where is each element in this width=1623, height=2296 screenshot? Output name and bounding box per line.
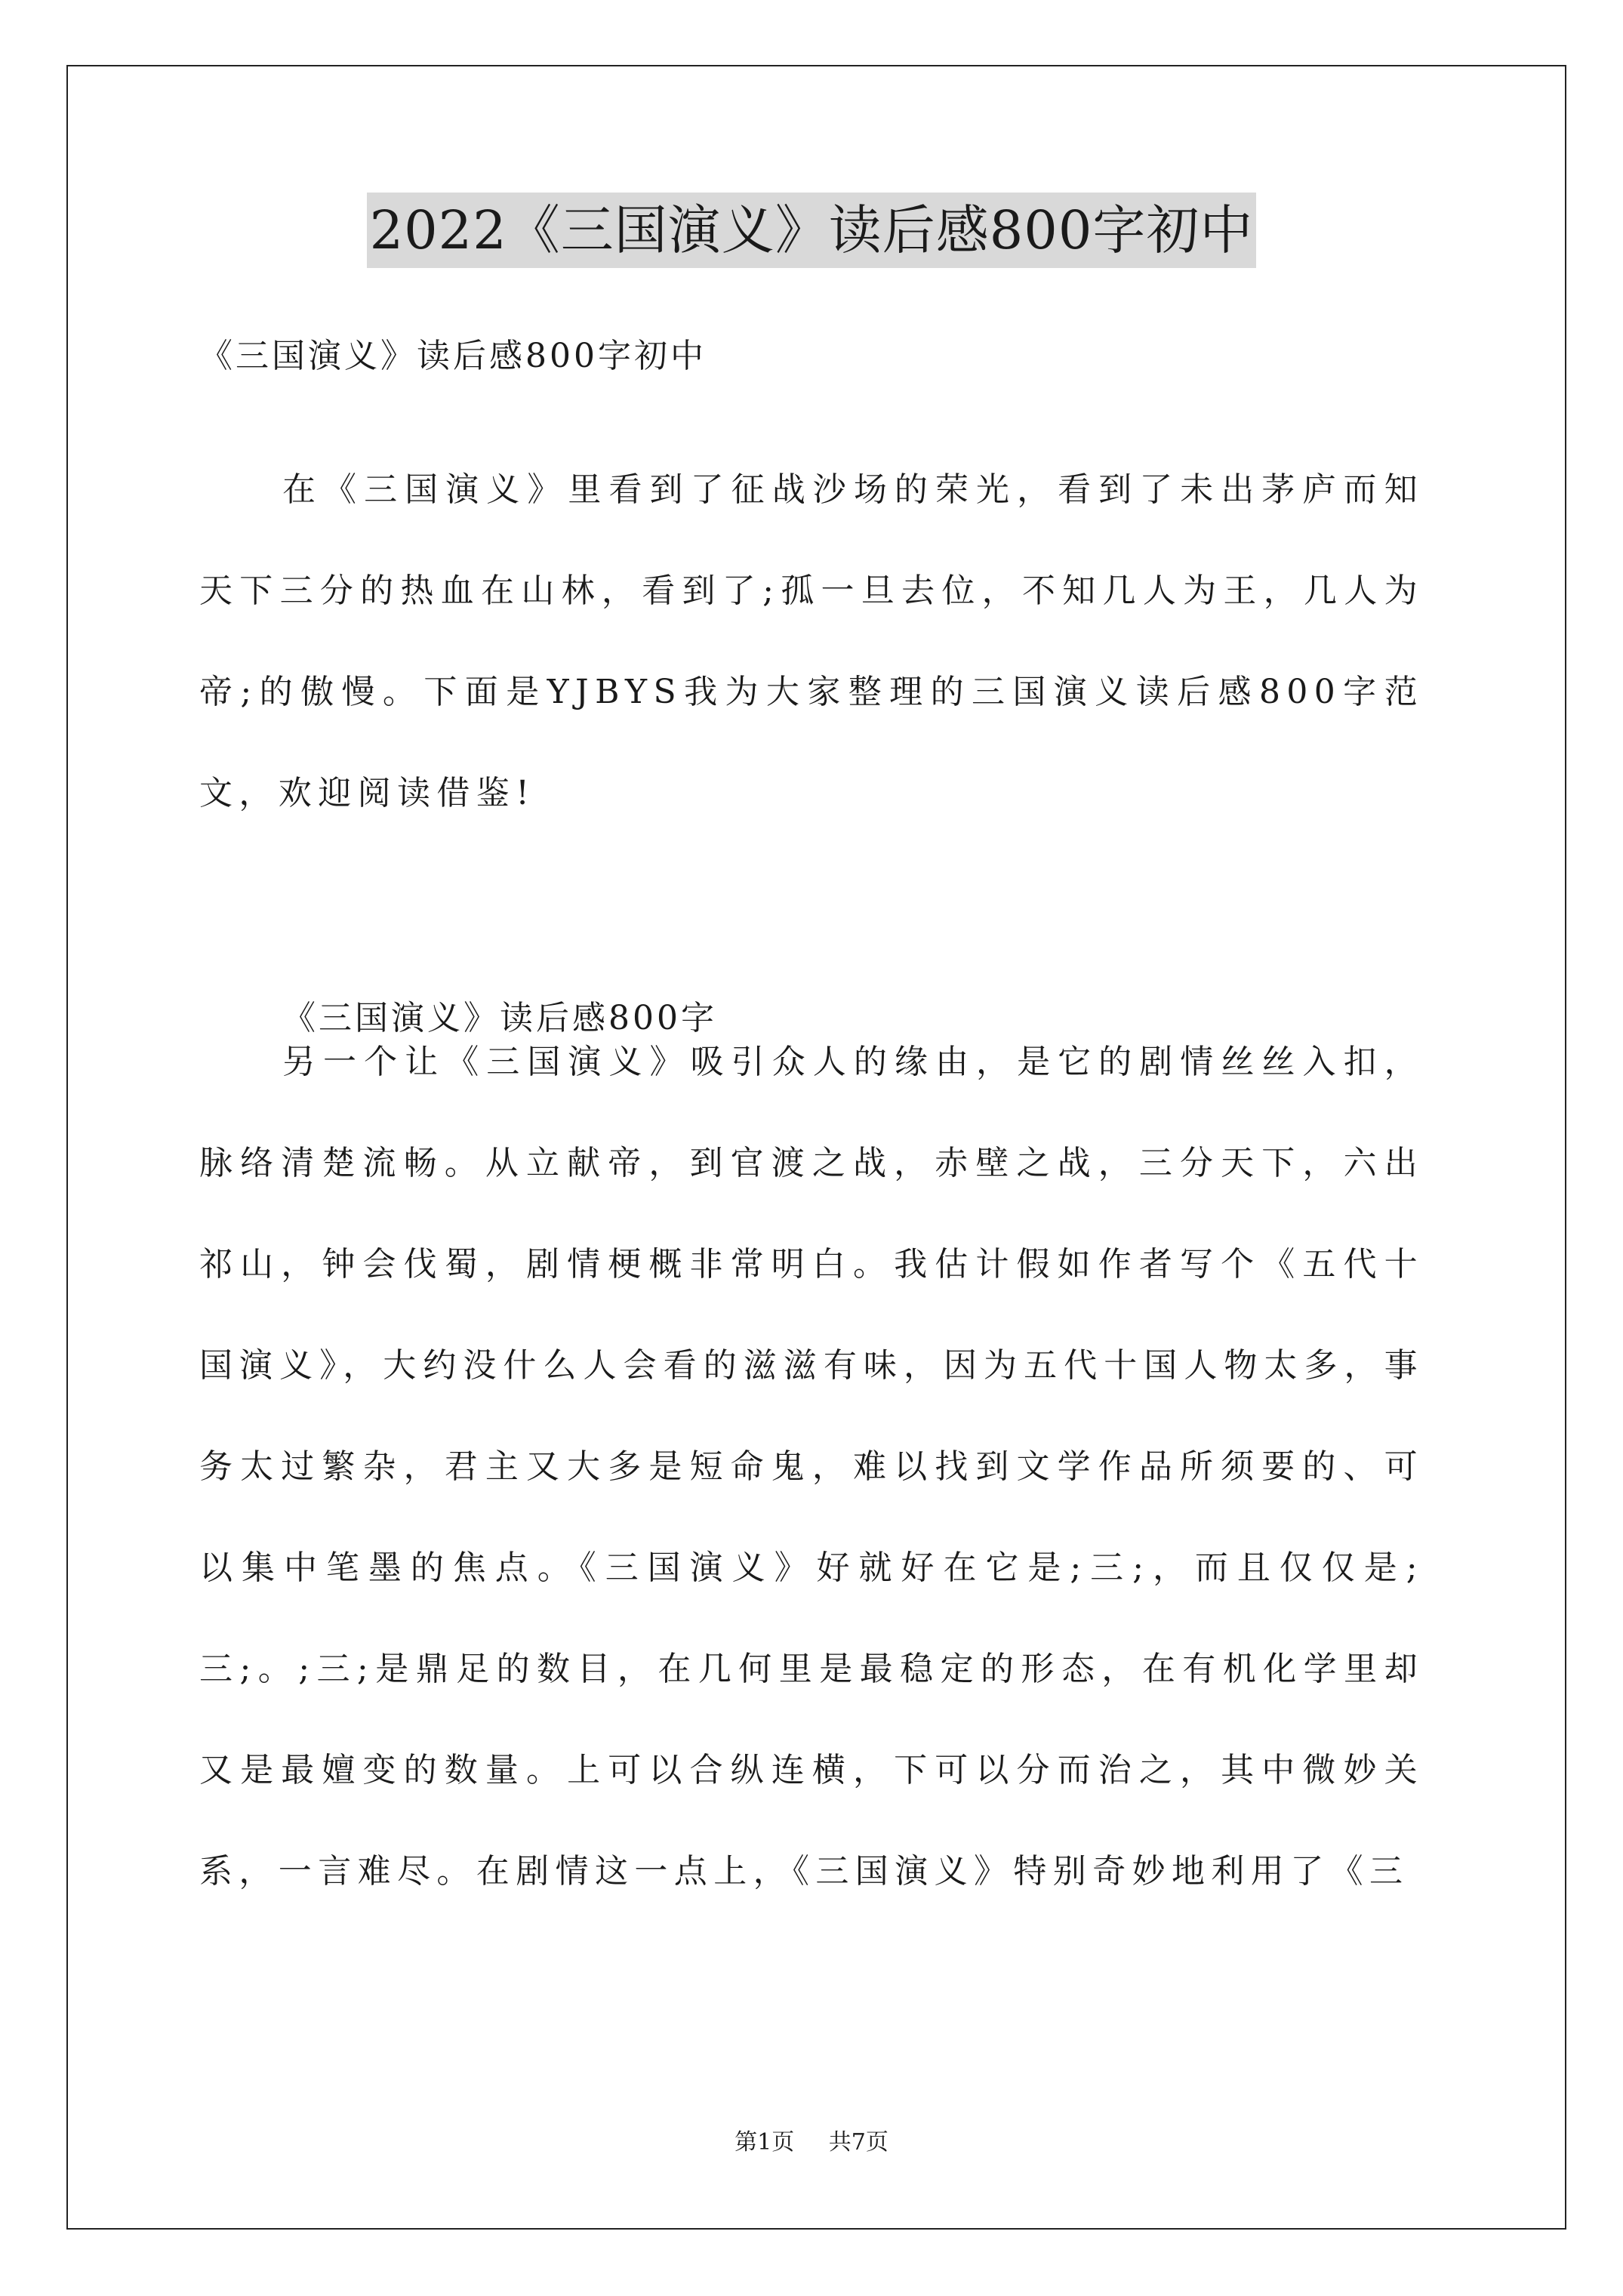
page-total: 共7页	[828, 2129, 888, 2156]
body-paragraph: 另一个让《三国演义》吸引众人的缘由，是它的剧情丝丝入扣，脉络清楚流畅。从立献帝，到官渡之战，赤壁之战，三分天下，六出祁山，钟会伐蜀，剧情梗概非常明白。我估计假如作者写个《五代十国演义》，大约没什么人会看的滋滋有味，因为五代十国人物太多，事务太过繁杂，君主又大多是短命鬼，难以找到文学作品所须要的、可以集中笔墨的焦点。《三国演义》好就好在它是;三;，而且仅仅是;三;。;三;是鼎足的数目，在几何里是最稳定的形态，在有机化学里却又是最嬗变的数量。上可以合纵连横，下可以分而治之，其中微妙关系，一言难尽。在剧情这一点上，《三国演义》特别奇妙地利用了《三	[199, 1043, 1424, 1891]
page-footer	[0, 2128, 1623, 2158]
document-subtitle: 《三国演义》读后感800字初中	[199, 337, 707, 375]
document-title: 2022《三国演义》读后感800字初中	[367, 193, 1257, 268]
page-number: 第1页	[735, 2129, 795, 2156]
intro-paragraph: 在《三国演义》里看到了征战沙场的荣光，看到了未出茅庐而知天下三分的热血在山林，看到了;孤一旦去位，不知几人为王，几人为帝;的傲慢。下面是YJBYS我为大家整理的三国演义读后感800字范文，欢迎阅读借鉴!	[199, 470, 1424, 812]
section-heading: 《三国演义》读后感800字	[282, 999, 717, 1037]
title-container	[0, 193, 1623, 268]
